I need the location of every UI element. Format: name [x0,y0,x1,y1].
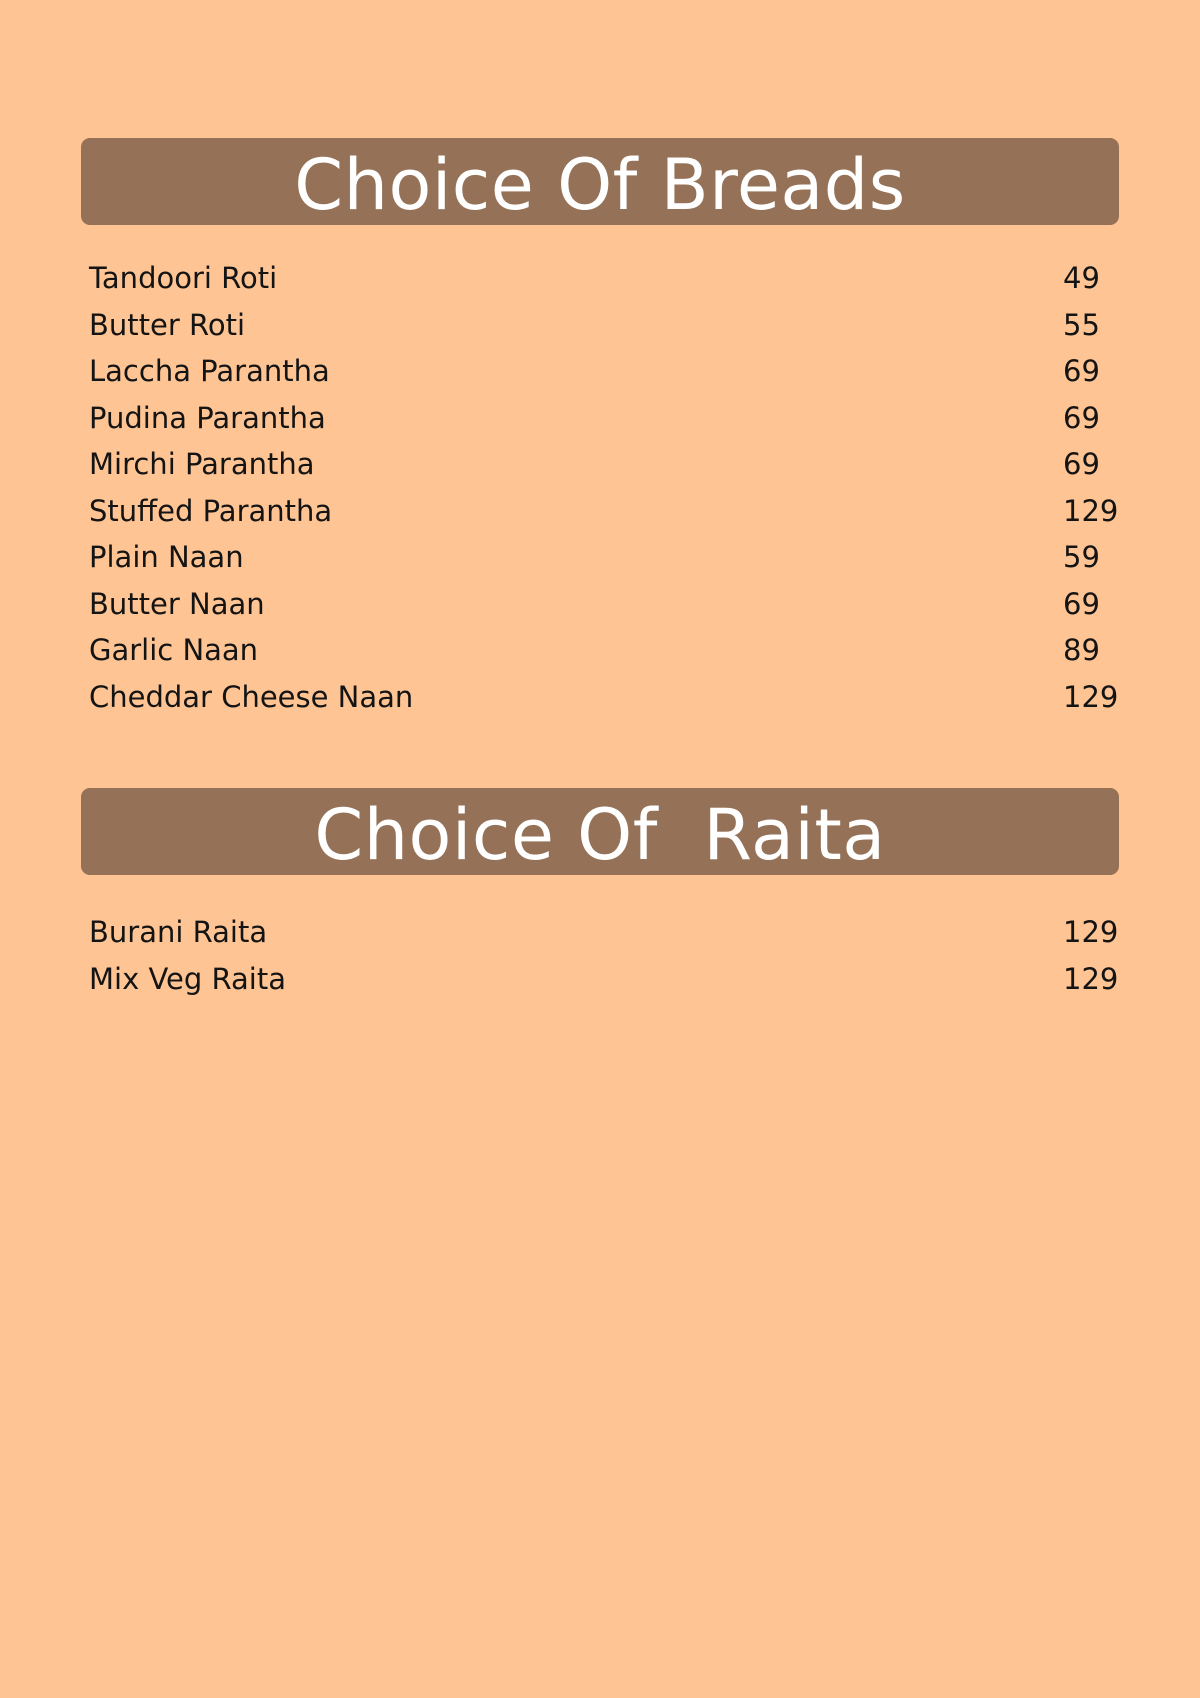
item-price: 69 [1063,447,1100,482]
item-name: Tandoori Roti [89,261,278,296]
item-name: Garlic Naan [89,633,259,668]
breads-item-list [89,255,1119,720]
menu-item [89,956,1119,1003]
menu-item [89,909,1119,956]
item-price: 69 [1063,586,1100,621]
menu-item [89,627,1115,674]
menu-item [89,581,1115,628]
menu-item [89,441,1115,488]
item-price: 89 [1063,633,1100,668]
item-name: Cheddar Cheese Naan [89,679,414,714]
item-price: 69 [1063,354,1100,389]
item-name: Plain Naan [89,540,244,575]
raita-item-list [89,909,1119,1002]
menu-item [89,488,1119,535]
item-price: 69 [1063,400,1100,435]
menu-item [89,674,1119,721]
menu-item [89,302,1115,349]
item-name: Burani Raita [89,915,268,950]
item-name: Stuffed Parantha [89,493,333,528]
item-name: Laccha Parantha [89,354,330,389]
item-price: 55 [1063,307,1100,342]
item-price: 129 [1063,915,1119,950]
item-price: 129 [1063,679,1119,714]
item-name: Pudina Parantha [89,400,326,435]
menu-item [89,348,1115,395]
raita-section-banner [81,788,1119,875]
item-price: 129 [1063,493,1119,528]
item-price: 59 [1063,540,1100,575]
item-name: Butter Roti [89,307,246,342]
item-name: Mix Veg Raita [89,961,286,996]
raita-section-title: Choice Of Raita [314,793,886,876]
menu-item [89,255,1115,302]
menu-item [89,534,1115,581]
breads-section-banner [81,138,1119,225]
item-price: 49 [1063,261,1100,296]
item-name: Mirchi Parantha [89,447,315,482]
breads-section-title: Choice Of Breads [294,143,906,226]
menu-item [89,395,1115,442]
item-price: 129 [1063,961,1119,996]
item-name: Butter Naan [89,586,265,621]
